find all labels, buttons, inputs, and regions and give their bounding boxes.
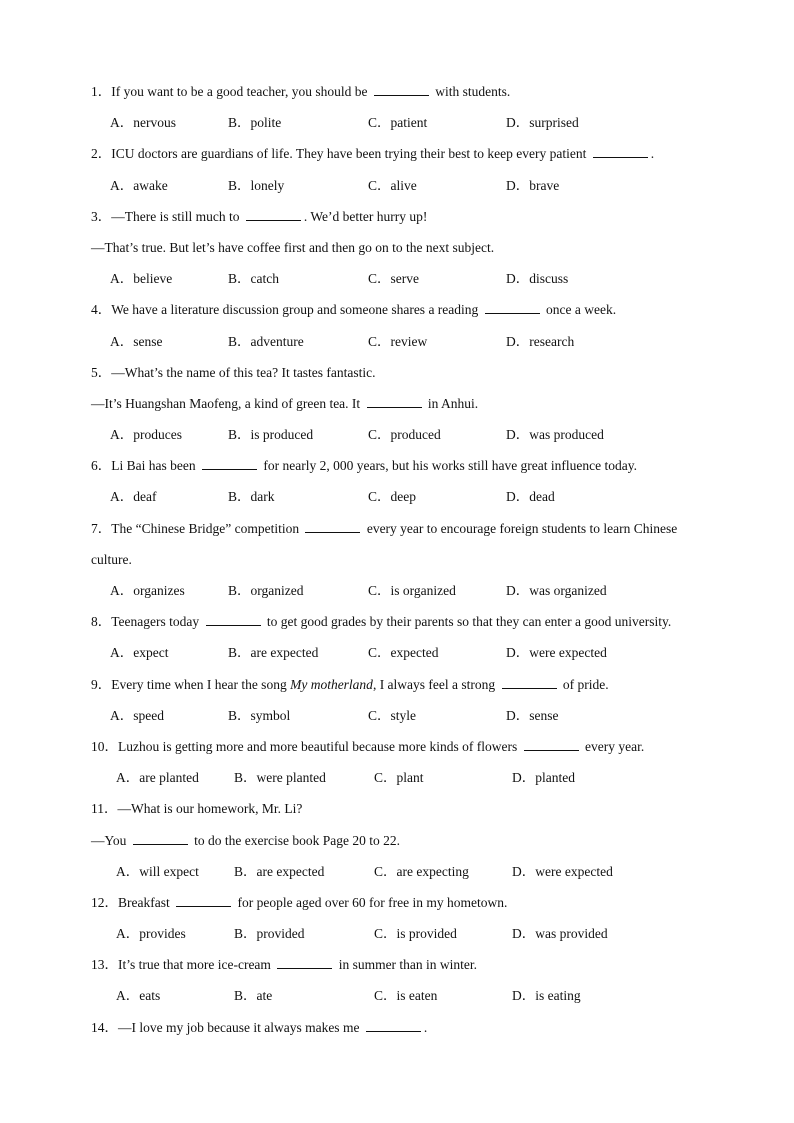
answer-options: [91, 860, 711, 891]
answer-blank[interactable]: [206, 612, 261, 626]
question-number: 14．: [91, 1019, 118, 1035]
option-c[interactable]: C．review: [368, 333, 428, 349]
option-a[interactable]: A．will expect: [116, 863, 199, 879]
option-d[interactable]: D．brave: [506, 177, 560, 193]
question-text: We have a literature discussion group and someone shares a reading: [111, 302, 482, 318]
option-d[interactable]: D．planted: [512, 770, 575, 786]
question-number: 8．: [91, 614, 112, 630]
answer-options: [91, 984, 711, 1015]
option-c[interactable]: C．is eaten: [374, 988, 438, 1004]
option-b[interactable]: B．are expected: [228, 645, 319, 661]
option-a[interactable]: A．sense: [110, 333, 163, 349]
question-text: in summer than in winter.: [335, 957, 478, 973]
option-b[interactable]: B．symbol: [228, 707, 291, 723]
question-text-line: —That’s true. But let’s have coffee first and then go on to the next subject.: [91, 239, 495, 255]
answer-blank[interactable]: [277, 955, 332, 969]
question-number: 11．: [91, 801, 118, 817]
option-c[interactable]: C．patient: [368, 115, 428, 131]
answer-blank[interactable]: [502, 675, 557, 689]
option-d[interactable]: D．surprised: [506, 115, 579, 131]
question-number: 4．: [91, 302, 112, 318]
question-text: —You: [91, 832, 130, 848]
question-text: once a week.: [542, 302, 617, 318]
question-stem: [91, 673, 711, 704]
question-text: for nearly 2, 000 years, but his works still have great influence today.: [259, 458, 638, 474]
question-text: It’s true that more ice-cream: [118, 957, 275, 973]
option-a[interactable]: A．nervous: [110, 115, 176, 131]
option-c[interactable]: C．is organized: [368, 583, 456, 598]
question-text: , I always feel a strong: [372, 676, 499, 692]
question-number: 3．: [91, 208, 112, 224]
option-d[interactable]: D．was provided: [512, 926, 608, 942]
option-b[interactable]: B．adventure: [228, 333, 304, 349]
question-stem: [91, 735, 711, 766]
question-text-line: [91, 829, 711, 860]
question-number: 10．: [91, 738, 118, 754]
option-c[interactable]: C．expected: [368, 645, 439, 661]
question-stem: [91, 953, 711, 984]
question-text: of pride.: [559, 676, 609, 692]
question-stem: [91, 298, 711, 329]
answer-options: [91, 267, 711, 298]
question-text: Luzhou is getting more and more beautiful because more kinds of flowers: [118, 738, 521, 754]
answer-blank[interactable]: [305, 519, 360, 533]
question-list: [91, 80, 711, 1047]
question-stem: [91, 797, 711, 828]
option-a[interactable]: A．produces: [110, 427, 182, 443]
option-c[interactable]: C．plant: [374, 770, 424, 786]
question-stem: [91, 1016, 711, 1047]
answer-blank[interactable]: [176, 893, 231, 907]
question-stem: [91, 517, 711, 548]
option-b[interactable]: B．ate: [234, 988, 273, 1004]
question-text: If you want to be a good teacher, you should be: [111, 84, 371, 99]
option-a[interactable]: A．speed: [110, 707, 164, 723]
option-b[interactable]: B．lonely: [228, 177, 285, 193]
option-d[interactable]: D．dead: [506, 489, 555, 505]
question-text: . We’d better hurry up!: [303, 208, 428, 224]
question-text: to get good grades by their parents so that they can enter a good university.: [263, 614, 672, 630]
option-b[interactable]: B．provided: [234, 926, 305, 942]
question-text: Breakfast: [118, 894, 174, 910]
option-c[interactable]: C．alive: [368, 177, 417, 193]
answer-blank[interactable]: [593, 144, 648, 158]
option-a[interactable]: A．believe: [110, 271, 173, 287]
answer-options: [91, 641, 711, 672]
option-b[interactable]: B．organized: [228, 583, 304, 598]
answer-options: [91, 922, 711, 953]
option-a[interactable]: A．eats: [116, 988, 161, 1004]
question-text: ICU doctors are guardians of life. They have been trying their best to keep every patient: [111, 146, 590, 162]
option-d[interactable]: D．were expected: [512, 863, 613, 879]
option-b[interactable]: B．catch: [228, 271, 279, 287]
option-c[interactable]: C．serve: [368, 271, 419, 287]
option-a[interactable]: A．organizes: [110, 583, 185, 598]
answer-blank[interactable]: [367, 394, 422, 408]
question-text: —I love my job because it always makes me: [118, 1019, 363, 1035]
question-text: —There is still much to: [111, 208, 243, 224]
option-a[interactable]: A．provides: [116, 926, 186, 942]
question-number: 1．: [91, 84, 112, 99]
question-text: with students.: [431, 84, 511, 99]
question-text: .: [650, 146, 655, 162]
question-text: for people aged over 60 for free in my hometown.: [234, 894, 508, 910]
question-text: Li Bai has been: [111, 458, 199, 474]
question-stem: [91, 80, 711, 111]
song-title: My motherland: [290, 676, 373, 692]
question-number: 5．: [91, 364, 112, 380]
option-b[interactable]: B．are expected: [234, 863, 325, 879]
option-b[interactable]: B．is produced: [228, 427, 314, 443]
option-c[interactable]: C．style: [368, 707, 417, 723]
question-text: —It’s Huangshan Maofeng, a kind of green tea. It: [91, 395, 364, 411]
option-a[interactable]: A．awake: [110, 177, 168, 193]
answer-blank[interactable]: [485, 300, 540, 314]
answer-options: [91, 423, 711, 454]
answer-options: [91, 704, 711, 735]
question-text: Every time when I hear the song: [111, 676, 291, 692]
option-c[interactable]: C．is provided: [374, 926, 457, 942]
question-text: every year.: [581, 738, 645, 754]
question-stem: [91, 610, 711, 641]
question-text: every year to encourage foreign students to learn Chinese: [363, 520, 678, 536]
option-c[interactable]: C．deep: [368, 489, 416, 505]
option-d[interactable]: D．was produced: [506, 427, 604, 443]
question-number: 12．: [91, 894, 118, 910]
option-b[interactable]: B．were planted: [234, 770, 326, 786]
option-c[interactable]: C．produced: [368, 427, 441, 443]
question-text-line: culture.: [91, 551, 132, 567]
question-stem: [91, 361, 711, 392]
option-d[interactable]: D．sense: [506, 707, 559, 723]
question-stem: [91, 891, 711, 922]
answer-options: [91, 111, 711, 142]
question-number: 6．: [91, 458, 112, 474]
answer-blank[interactable]: [524, 737, 579, 751]
option-c[interactable]: C．are expecting: [374, 863, 469, 879]
option-d[interactable]: D．were expected: [506, 645, 607, 661]
question-text-line: [91, 392, 711, 423]
answer-options: [91, 766, 711, 797]
answer-options: [91, 174, 711, 205]
option-a[interactable]: A．are planted: [116, 770, 199, 786]
question-number: 2．: [91, 146, 112, 162]
option-d[interactable]: D．research: [506, 333, 575, 349]
answer-blank[interactable]: [374, 82, 429, 96]
option-d[interactable]: D．discuss: [506, 271, 569, 287]
answer-blank[interactable]: [246, 207, 301, 221]
option-a[interactable]: A．expect: [110, 645, 169, 661]
question-text: in Anhui.: [424, 395, 479, 411]
question-text: .: [423, 1019, 428, 1035]
answer-options: [91, 485, 711, 516]
option-d[interactable]: D．is eating: [512, 988, 581, 1004]
option-b[interactable]: B．polite: [228, 115, 282, 131]
question-stem: [91, 142, 711, 173]
option-a[interactable]: A．deaf: [110, 489, 157, 505]
answer-options: [91, 330, 711, 361]
question-number: 13．: [91, 957, 118, 973]
question-text: —What is our homework, Mr. Li?: [117, 801, 303, 817]
answer-blank[interactable]: [133, 831, 188, 845]
question-number: 9．: [91, 676, 112, 692]
question-text: —What’s the name of this tea? It tastes fantastic.: [111, 364, 376, 380]
option-d[interactable]: D．was organized: [506, 583, 607, 598]
question-text: to do the exercise book Page 20 to 22.: [190, 832, 400, 848]
answer-blank[interactable]: [366, 1018, 421, 1032]
question-stem: [91, 205, 711, 236]
question-number: 7．: [91, 520, 112, 536]
option-b[interactable]: B．dark: [228, 489, 275, 505]
answer-options: [91, 579, 711, 610]
question-text: Teenagers today: [111, 614, 203, 630]
question-text: The “Chinese Bridge” competition: [111, 520, 303, 536]
answer-blank[interactable]: [202, 456, 257, 470]
question-stem: [91, 454, 711, 485]
